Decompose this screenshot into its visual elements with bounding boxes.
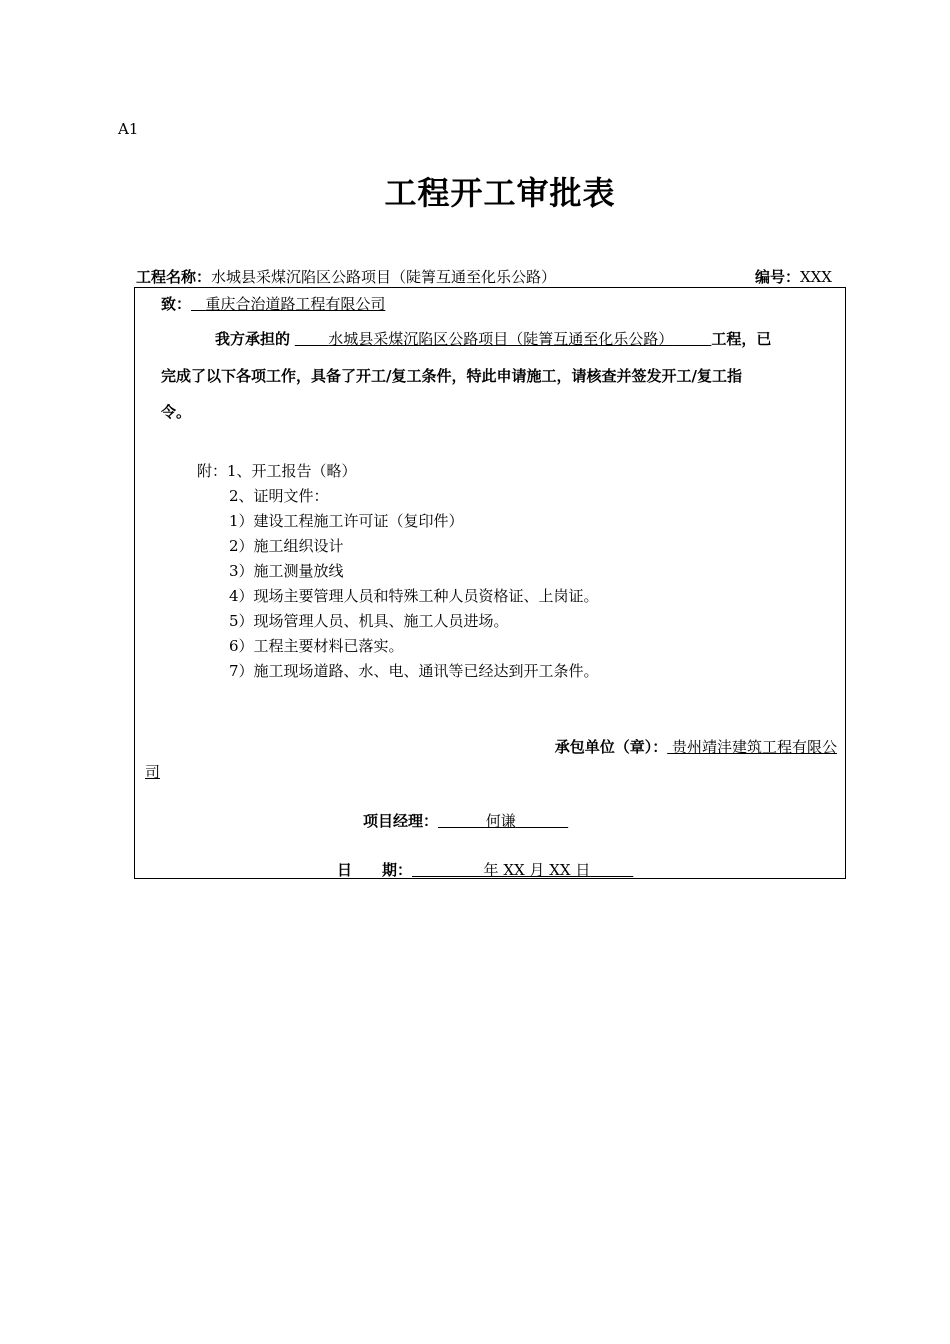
- manager-label: 项目经理：: [363, 812, 439, 830]
- paragraph-suffix: 工程，已: [711, 330, 772, 348]
- contractor-value-wrap: 司: [145, 763, 161, 781]
- page-title: 工程开工审批表: [384, 174, 616, 212]
- date-value: 年 XX 月 XX 日: [483, 861, 591, 879]
- attachment-4: 2）施工组织设计: [229, 537, 344, 555]
- date-row: [337, 859, 633, 880]
- paragraph-prefix: 我方承担的: [215, 330, 291, 348]
- recipient-row: [161, 293, 385, 314]
- approval-form-box: [134, 287, 846, 879]
- project-name-row: [136, 266, 556, 287]
- contractor-label: 承包单位（章）：: [554, 738, 668, 756]
- attachment-1: 附：1、开工报告（略）: [197, 462, 357, 480]
- application-paragraph-line3: 令。: [161, 403, 192, 421]
- number-row: [755, 266, 832, 287]
- date-label: 日 期：: [337, 861, 413, 879]
- project-name-label: 工程名称：: [136, 268, 212, 286]
- attachment-6: 4）现场主要管理人员和特殊工种人员资格证、上岗证。: [229, 587, 599, 605]
- recipient-value: 重庆合治道路工程有限公司: [205, 295, 386, 313]
- manager-row: [363, 810, 568, 831]
- attachment-8: 6）工程主要材料已落实。: [229, 637, 404, 655]
- attachment-2: 2、证明文件：: [229, 487, 329, 505]
- attachment-5: 3）施工测量放线: [229, 562, 344, 580]
- number-label: 编号：: [754, 268, 800, 286]
- contractor-value: 贵州靖沣建筑工程有限公: [671, 738, 837, 756]
- paragraph-blank: [673, 330, 711, 348]
- attachment-3: 1）建设工程施工许可证（复印件）: [229, 512, 464, 530]
- attachment-7: 5）现场管理人员、机具、施工人员进场。: [229, 612, 509, 630]
- paragraph-project: 水城县采煤沉陷区公路项目（陡箐互通至化乐公路）: [328, 330, 674, 348]
- attachment-9: 7）施工现场道路、水、电、通讯等已经达到开工条件。: [229, 662, 599, 680]
- application-paragraph-line2: 完成了以下各项工作，具备了开工/复工条件，特此申请施工，请核查并签发开工/复工指: [161, 367, 742, 385]
- manager-value: 何谦: [485, 812, 516, 830]
- number-value: XXX: [799, 268, 832, 286]
- page-label: A1: [118, 120, 139, 138]
- recipient-label: 致：: [161, 295, 192, 313]
- attachment-label: 附：: [197, 462, 228, 480]
- application-paragraph-line1: [215, 328, 771, 349]
- contractor-row: [555, 736, 837, 757]
- project-name-value: 水城县采煤沉陷区公路项目（陡箐互通至化乐公路）: [211, 268, 557, 286]
